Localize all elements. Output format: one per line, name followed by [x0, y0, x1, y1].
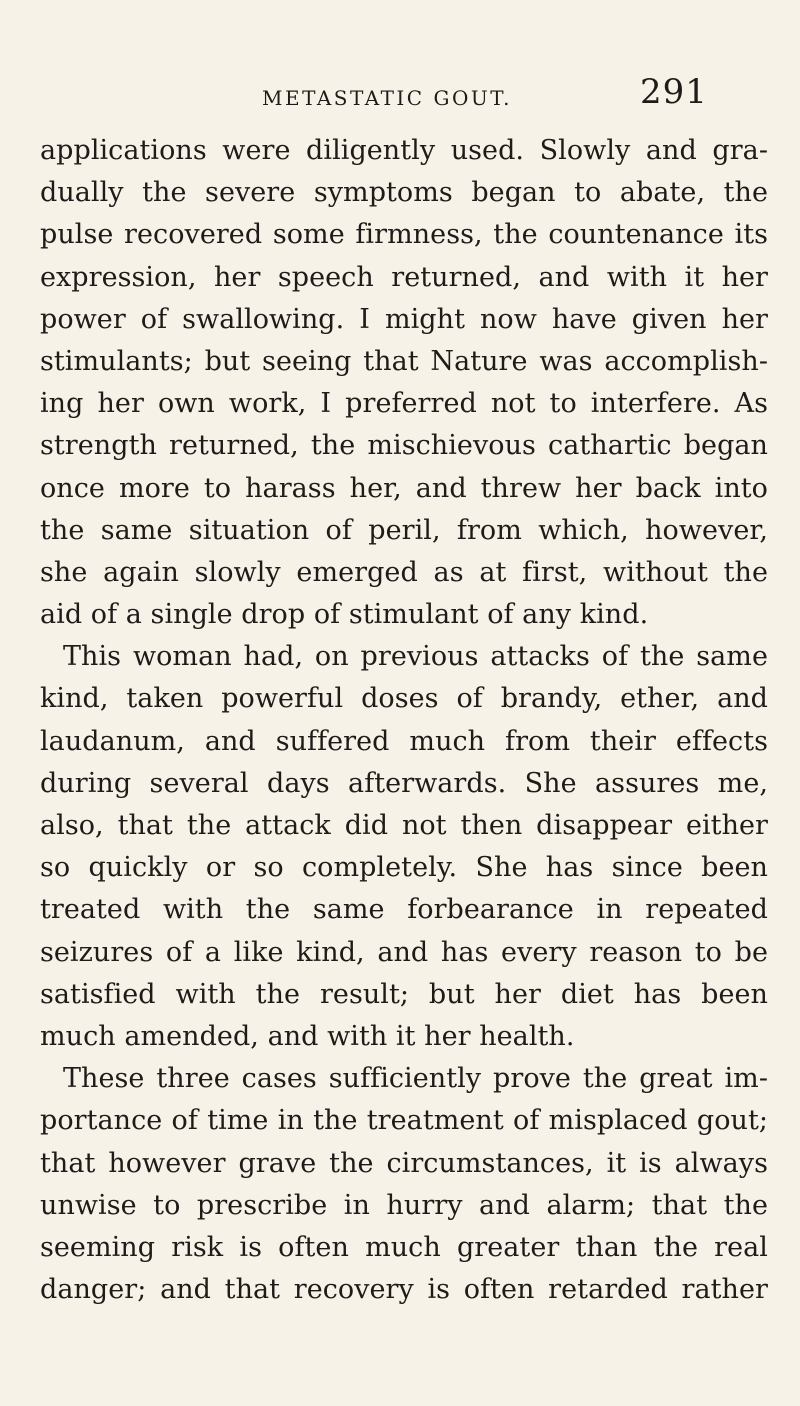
- text-line: pulse recovered some firmness, the countenance its: [40, 219, 768, 251]
- body-text: [40, 130, 768, 1311]
- text-line: stimulants; but seeing that Nature was accomplish-: [40, 345, 768, 377]
- text-line: laudanum, and suffered much from their effects: [40, 725, 768, 757]
- text-line: satisfied with the result; but her diet has been: [40, 978, 768, 1010]
- text-line: dually the severe symptoms began to abate, the: [40, 177, 768, 209]
- text-line: she again slowly emerged as at first, without the: [40, 556, 768, 588]
- text-line: that however grave the circumstances, it is always: [40, 1147, 768, 1179]
- paragraph-first-line: These three cases sufficiently prove the great im-: [63, 1063, 768, 1095]
- text-line: expression, her speech returned, and with it her: [40, 261, 768, 293]
- text-line: seizures of a like kind, and has every reason to be: [40, 936, 768, 968]
- page-number: 291: [640, 72, 708, 112]
- text-line: the same situation of peril, from which, however,: [40, 514, 768, 546]
- text-line: danger; and that recovery is often retarded rather: [40, 1274, 768, 1306]
- text-line: also, that the attack did not then disappear either: [40, 810, 768, 841]
- text-line: applications were diligently used. Slowly and gra-: [40, 135, 768, 166]
- text-line: strength returned, the mischievous cathartic began: [40, 430, 768, 462]
- page-header: [0, 72, 800, 124]
- running-title: METASTATIC GOUT.: [262, 86, 512, 110]
- text-line: so quickly or so completely. She has since been: [40, 852, 768, 884]
- text-line: during several days afterwards. She assures me,: [40, 767, 768, 799]
- paragraph-first-line: This woman had, on previous attacks of the same: [63, 641, 768, 673]
- text-line: aid of a single drop of stimulant of any kind.: [40, 599, 649, 631]
- text-line: portance of time in the treatment of misplaced gout;: [40, 1105, 768, 1137]
- text-line: kind, taken powerful doses of brandy, ether, and: [40, 683, 768, 715]
- text-line: seeming risk is often much greater than the real: [40, 1231, 768, 1263]
- text-line: treated with the same forbearance in repeated: [40, 894, 768, 926]
- text-line: ing her own work, I preferred not to interfere. As: [40, 388, 768, 420]
- text-line: once more to harass her, and threw her back into: [40, 472, 768, 504]
- text-line: unwise to prescribe in hurry and alarm; that the: [40, 1189, 768, 1221]
- text-line: much amended, and with it her health.: [40, 1020, 575, 1052]
- text-line: power of swallowing. I might now have given her: [40, 303, 768, 335]
